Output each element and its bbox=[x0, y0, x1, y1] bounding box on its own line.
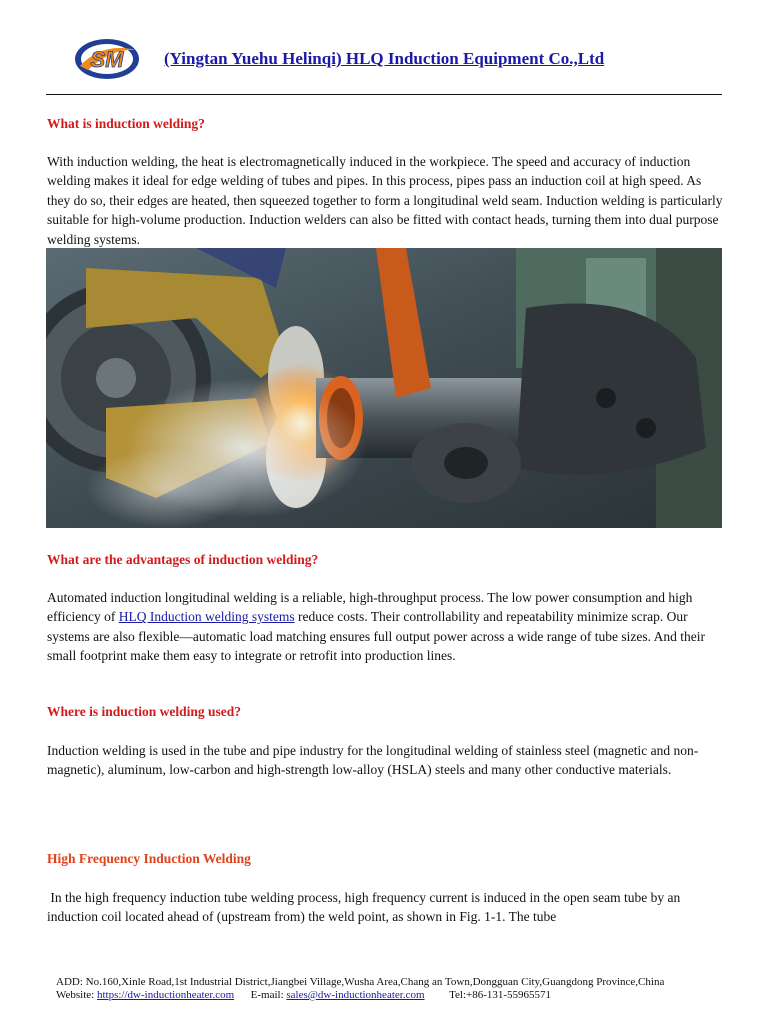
page-footer bbox=[56, 976, 664, 1002]
page-header bbox=[46, 28, 722, 95]
website-link[interactable]: https://dw-inductionheater.com bbox=[96, 989, 235, 1001]
footer-address: ADD: No.160,Xinle Road,1st Industrial District,Jiangbei Village,Wusha Area,Chang an Town,Dongguan City,Guangdong Province,China bbox=[56, 976, 665, 988]
section-body-where-used: Induction welding is used in the tube and pipe industry for the longitudinal welding of stainless steel (magnetic and non-magnetic), aluminum, low-carbon and high-strength low-alloy (HSLA) steels and many other conductive materials. bbox=[47, 743, 699, 778]
section-body-advantages bbox=[47, 588, 723, 666]
advantages-text-start: Automated induction longitudinal welding is a reliable, high-throughput process. The low power consumption and high efficiency of bbox=[47, 590, 693, 625]
advantages-text-end: reduce costs. Their controllability and repeatability minimize scrap. Our systems are also flexible—automatic load matching ensures full output power across a wide range of tube sizes. And their small footprint make them easy to integrate or retrofit into production lines. bbox=[47, 609, 705, 664]
section-heading-what-is: What is induction welding? bbox=[47, 116, 205, 131]
logo-text: SM bbox=[90, 47, 124, 72]
telephone: Tel:+86-131-55965571 bbox=[449, 989, 552, 1001]
section-heading-high-frequency: High Frequency Induction Welding bbox=[47, 851, 251, 866]
section-heading-advantages: What are the advantages of induction welding? bbox=[47, 552, 319, 567]
company-logo bbox=[72, 36, 142, 82]
company-name-link[interactable]: (Yingtan Yuehu Helinqi) HLQ Induction Equipment Co.,Ltd bbox=[164, 49, 605, 68]
email-label: E-mail: bbox=[250, 989, 287, 1001]
footer-contact-row bbox=[56, 989, 664, 1002]
email-link[interactable]: sales@dw-inductionheater.com bbox=[286, 989, 425, 1001]
welding-machine-photo bbox=[46, 248, 722, 528]
section-heading-where-used: Where is induction welding used? bbox=[47, 704, 242, 719]
website-label: Website: bbox=[56, 989, 97, 1001]
section-body-high-frequency: In the high frequency induction tube welding process, high frequency current is induced in the open seam tube by an induction coil located ahead of (upstream from) the weld point, as shown in Fig. 1-1. The tube bbox=[47, 890, 684, 925]
hlq-welding-systems-link[interactable]: HLQ Induction welding systems bbox=[118, 609, 295, 625]
section-body-what-is: With induction welding, the heat is electromagnetically induced in the workpiece. The speed and accuracy of induction welding makes it ideal for edge welding of tubes and pipes. In this process, pipes pass an induction coil at high speed. As they do so, their edges are heated, then squeezed together to form a longitudinal weld seam. Induction welding is particularly suitable for high-volume production. Induction welders can also be fitted with contact heads, turning them into dual purpose welding systems. bbox=[47, 154, 723, 247]
